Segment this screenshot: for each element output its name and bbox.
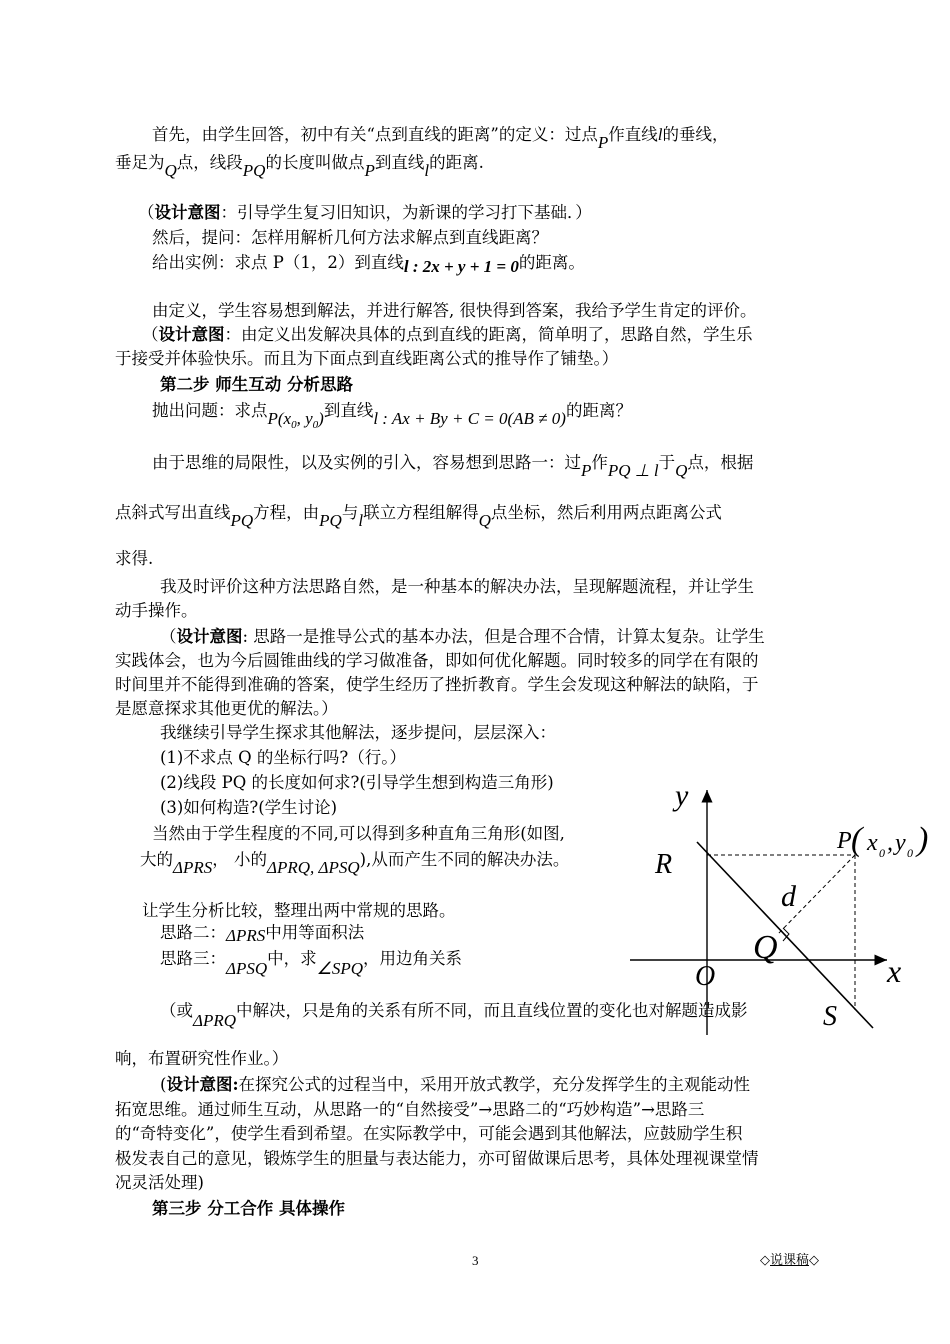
design-intent-1: （设计意图：引导学生复习旧知识，为新课的学习打下基础．） bbox=[138, 203, 592, 222]
evaluation-line-2: 动手操作。 bbox=[115, 601, 198, 620]
example-formula: l : 2x + y + 1 = 0 bbox=[403, 257, 519, 276]
var-Q: Q bbox=[164, 161, 177, 180]
line-l bbox=[697, 842, 873, 1028]
svg-text:y: y bbox=[895, 830, 906, 856]
var-P: P bbox=[364, 161, 375, 180]
svg-text:0: 0 bbox=[907, 846, 913, 860]
question-line: 然后，提问：怎样用解析几何方法求解点到直线距离？ bbox=[152, 228, 548, 247]
svg-text:,: , bbox=[887, 830, 893, 856]
design-intent-4-line-1: (设计意图:在探究公式的过程当中，采用开放式教学，充分发挥学生的主观能动性 bbox=[160, 1075, 751, 1094]
design-intent-4-line-2: 拓宽思维。通过师生互动，从思路一的“自然接受”→思路二的“巧妙构造”→思路三 bbox=[115, 1100, 705, 1119]
design-intent-2-line-1: （设计意图：由定义出发解决具体的点到直线的距离，简单明了，思路自然，学生乐 bbox=[142, 325, 753, 344]
var-PQ: PQ bbox=[242, 161, 266, 180]
perp-formula: PQ ⊥ l bbox=[607, 461, 659, 480]
label-S: S bbox=[823, 1001, 837, 1032]
compare-line: 让学生分析比较，整理出两中常规的思路。 bbox=[142, 901, 456, 920]
svg-text:x: x bbox=[867, 830, 878, 856]
paragraph-2: 由定义，学生容易想到解法，并进行解答, 很快得到答案，我给予学生肯定的评价。 bbox=[152, 301, 757, 320]
intro-line-2: 垂足为Q点，线段PQ的长度叫做点P到直线l的距离. bbox=[115, 153, 484, 180]
var-P: P bbox=[597, 133, 609, 152]
var-l: l bbox=[424, 161, 430, 180]
idea-3-line: 思路三：ΔPSQ中，求∠SPQ，用边角关系 bbox=[160, 949, 463, 978]
var-l: l bbox=[657, 125, 663, 144]
svg-text:): ) bbox=[917, 821, 929, 858]
label-d: d bbox=[781, 880, 796, 913]
svg-text:P: P bbox=[837, 828, 852, 854]
idea-2-line: 思路二：ΔPRS中用等面积法 bbox=[160, 923, 365, 945]
svg-text:0: 0 bbox=[879, 846, 885, 860]
point-formula: $P(x_0$, $y_0$) bbox=[267, 409, 324, 431]
intro-line-1: 首先，由学生回答，初中有关“点到直线的距离”的定义：过点P作直线l的垂线， bbox=[152, 125, 729, 152]
problem-line: 抛出问题：求点$P(x_0$, $y_0$)到直线l : Ax + By + C = 0(AB ≠ 0)的距离？ bbox=[152, 401, 632, 431]
example-line: 给出实例：求点 P（1，2）到直线l : 2x + y + 1 = 0的距离。 bbox=[152, 253, 585, 276]
design-intent-2-line-2: 于接受并体验快乐。而且为下面点到直线距离公式的推导作了铺垫。） bbox=[115, 349, 619, 368]
question-2: (2)线段 PQ 的长度如何求?(引导学生想到构造三角形) bbox=[160, 773, 554, 792]
label-O: O bbox=[695, 961, 716, 992]
design-intent-4-line-5: 况灵活处理) bbox=[115, 1173, 204, 1192]
step-3-heading: 第三步 分工合作 具体操作 bbox=[152, 1199, 345, 1218]
design-intent-3-line-4: 是愿意探求其他更优的解法。） bbox=[115, 699, 338, 718]
label-y: y bbox=[675, 779, 689, 812]
label-x: x bbox=[887, 953, 902, 989]
design-intent-4-line-3: 的“奇特变化”，使学生看到希望。在实际教学中，可能会遇到其他解法，应鼓励学生积 bbox=[115, 1124, 743, 1143]
line-formula: l : Ax + By + C = 0(AB ≠ 0) bbox=[373, 409, 566, 428]
page-number: 3 bbox=[472, 1253, 479, 1268]
question-1: (1)不求点 Q 的坐标行吗?（行。） bbox=[160, 748, 406, 767]
design-intent-3-line-1: （设计意图: 思路一是推导公式的基本办法，但是合理不合情，计算太复杂。让学生 bbox=[160, 627, 765, 646]
idea-1-line-2: 点斜式写出直线PQ方程，由PQ与l联立方程组解得Q点坐标，然后利用两点距离公式 bbox=[115, 503, 722, 530]
or-line-1: （或ΔPRQ中解决，只是角的关系有所不同，而且直线位置的变化也对解题造成影 bbox=[160, 1001, 748, 1030]
idea-1-line-3: 求得. bbox=[115, 549, 154, 568]
guide-line: 我继续引导学生探求其他解法，逐步提问，层层深入： bbox=[160, 723, 556, 742]
idea-1-line-1: 由于思维的局限性，以及实例的引入，容易想到思路一：过P作PQ ⊥ l于Q点，根据 bbox=[152, 453, 754, 480]
coordinate-figure bbox=[625, 770, 945, 1040]
or-line-2: 响，布置研究性作业。） bbox=[115, 1049, 289, 1068]
question-3: (3)如何构造?(学生讨论) bbox=[160, 798, 338, 817]
evaluation-line-1: 我及时评价这种方法思路自然，是一种基本的解决办法，呈现解题流程，并让学生 bbox=[160, 577, 754, 596]
label-R: R bbox=[655, 849, 673, 880]
triangle-line-1: 当然由于学生程度的不同,可以得到多种直角三角形(如图, bbox=[152, 824, 565, 843]
triangle-line-2: 大的ΔPRS， 小的ΔPRQ, ΔPSQ),从而产生不同的解决办法。 bbox=[140, 850, 570, 877]
step-2-heading: 第二步 师生互动 分析思路 bbox=[160, 375, 353, 394]
design-intent-4-line-4: 极发表自己的意见，锻炼学生的胆量与表达能力，亦可留做课后思考，具体处理视课堂情 bbox=[115, 1149, 759, 1168]
label-P bbox=[836, 821, 928, 860]
footer-tag: ◇说课稿◇ bbox=[760, 1253, 820, 1268]
svg-text:(: ( bbox=[851, 821, 863, 858]
design-intent-3-line-2: 实践体会，也为今后圆锥曲线的学习做准备，即如何优化解题。同时较多的同学在有限的 bbox=[115, 651, 759, 670]
design-intent-3-line-3: 时间里并不能得到准确的答案，使学生经历了挫折教育。学生会发现这种解法的缺陷，于 bbox=[115, 675, 759, 694]
label-Q: Q bbox=[753, 929, 778, 966]
